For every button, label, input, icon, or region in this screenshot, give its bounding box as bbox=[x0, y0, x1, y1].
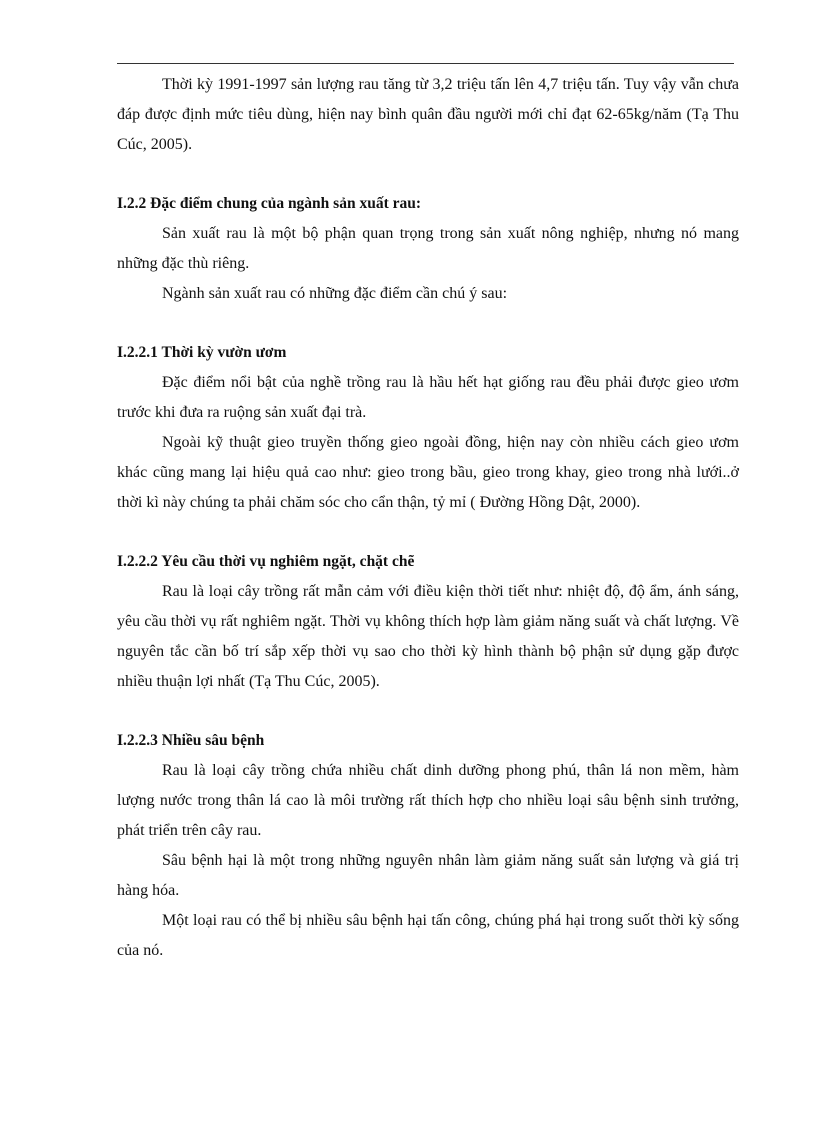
paragraph: Ngoài kỹ thuật gieo truyền thống gieo ngoài đồng, hiện nay còn nhiều cách gieo ươm khác cũng mang lại hiệu quả cao như: gieo trong bầu, gieo trong khay, gieo trong nhà lưới..ở thời kì này chúng ta phải chăm sóc cho cẩn thận, tỷ mỉ ( Đường Hồng Dật, 2000). bbox=[117, 434, 739, 511]
paragraph: Sản xuất rau là một bộ phận quan trọng trong sản xuất nông nghiệp, nhưng nó mang những đặc thù riêng. bbox=[117, 225, 739, 272]
paragraph: Một loại rau có thể bị nhiều sâu bệnh hại tấn công, chúng phá hại trong suốt thời kỳ sống của nó. bbox=[117, 912, 739, 959]
heading-section-1-2-2-1: I.2.2.1 Thời kỳ vườn ươm bbox=[117, 344, 287, 361]
paragraph: Ngành sản xuất rau có những đặc điểm cần chú ý sau: bbox=[162, 285, 508, 302]
heading-section-1-2-2: I.2.2 Đặc điểm chung của ngành sản xuất rau: bbox=[117, 195, 422, 212]
paragraph: Rau là loại cây trồng chứa nhiều chất dinh dưỡng phong phú, thân lá non mềm, hàm lượng nước trong thân lá cao là môi trường rất thích hợp cho nhiều loại sâu bệnh sinh trưởng, phát triển trên cây rau. bbox=[117, 762, 739, 839]
paragraph: Sâu bệnh hại là một trong những nguyên nhân làm giảm năng suất sản lượng và giá trị hàng hóa. bbox=[117, 852, 739, 899]
paragraph: Đặc điểm nổi bật của nghề trồng rau là hầu hết hạt giống rau đều phải được gieo ươm trước khi đưa ra ruộng sản xuất đại trà. bbox=[117, 374, 739, 421]
heading-section-1-2-2-3: I.2.2.3 Nhiều sâu bệnh bbox=[117, 732, 265, 749]
paragraph-intro: Thời kỳ 1991-1997 sản lượng rau tăng từ 3,2 triệu tấn lên 4,7 triệu tấn. Tuy vậy vẫn chưa đáp được định mức tiêu dùng, hiện nay bình quân đầu người mới chỉ đạt 62-65kg/năm (Tạ Thu Cúc, 2005). bbox=[117, 76, 739, 153]
header-rule bbox=[117, 63, 734, 64]
document-page bbox=[117, 70, 739, 966]
paragraph: Rau là loại cây trồng rất mẫn cảm với điều kiện thời tiết như: nhiệt độ, độ ẩm, ánh sáng, yêu cầu thời vụ rất nghiêm ngặt. Thời vụ không thích hợp làm giảm năng suất và chất lượng. Về nguyên tắc cần bố trí sắp xếp thời vụ sao cho thời kỳ hình thành bộ phận sử dụng gặp được nhiều thuận lợi nhất (Tạ Thu Cúc, 2005). bbox=[117, 583, 739, 690]
heading-section-1-2-2-2: I.2.2.2 Yêu cầu thời vụ nghiêm ngặt, chặt chẽ bbox=[117, 553, 415, 570]
